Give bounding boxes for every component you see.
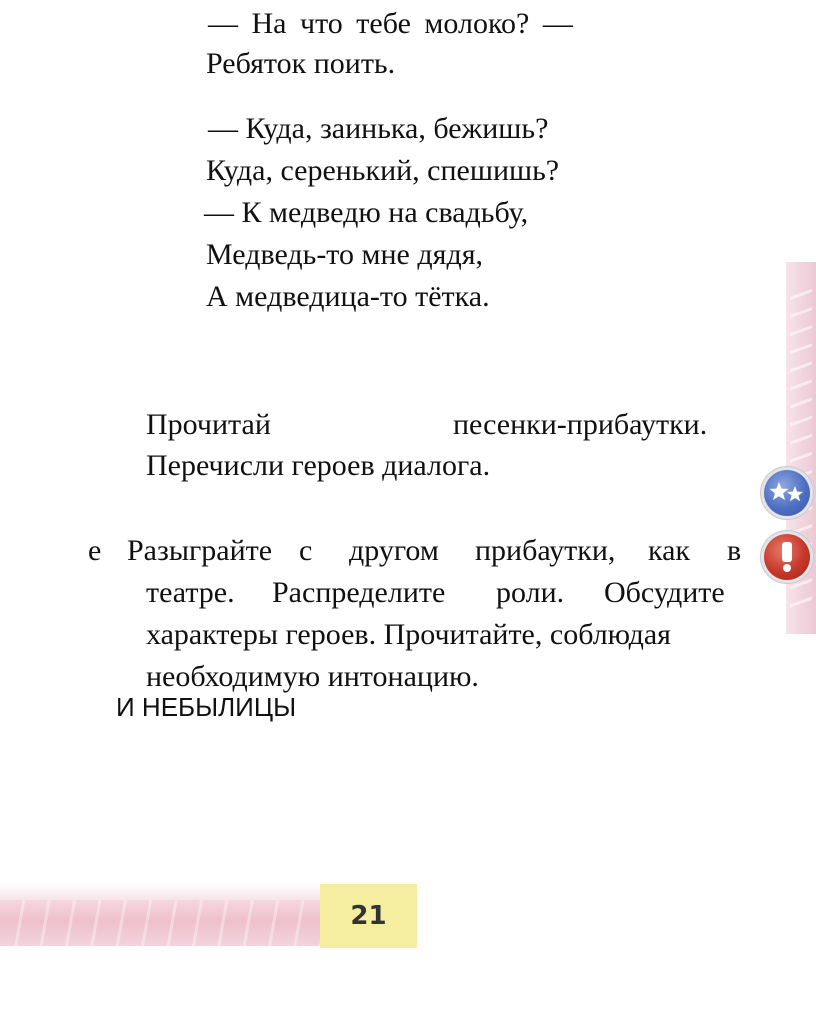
page-number-box [320,884,417,948]
poem-line: Куда, серенький, спешишь? [206,154,560,187]
exclamation-badge [764,534,810,580]
poem-line: Ребяток поить. [206,47,396,80]
page-number: 21 [350,901,387,931]
task-text: роли. [496,576,565,609]
poem-line: — На что тебе молоко? — [208,7,573,40]
task-text: другом [349,534,439,567]
poem-line: Медведь-то мне дядя, [206,238,484,271]
task-text: прибаутки, [475,534,616,567]
task-text: театре. [146,576,235,609]
poem-line: — Куда, заинька, бежишь? [208,112,549,145]
task-text: Обсудите [604,576,725,609]
task-text: как [648,534,691,567]
task-text: характеры героев. Прочитайте, соблюдая [146,618,671,651]
poem-line: — К медведю на свадьбу, [204,196,529,229]
section-heading: И НЕБЫЛИЦЫ [116,692,297,722]
stars-icon [769,478,805,508]
exclamation-icon [777,540,797,574]
task-text: с [299,534,313,567]
task-text: Перечисли героев диалога. [146,449,491,482]
task-marker: е [88,534,102,567]
decorative-bottom-band [0,900,320,946]
poem-line: А медведица-то тётка. [206,280,490,313]
task-text: Прочитай [146,408,271,441]
task-text: песенки-прибаутки. [453,408,708,441]
task-text: Разыграйте [127,534,273,567]
task-text: необходимую интонацию. [146,660,479,693]
stars-badge [764,470,810,516]
task-text: в [727,534,742,567]
task-text: Распределите [272,576,446,609]
